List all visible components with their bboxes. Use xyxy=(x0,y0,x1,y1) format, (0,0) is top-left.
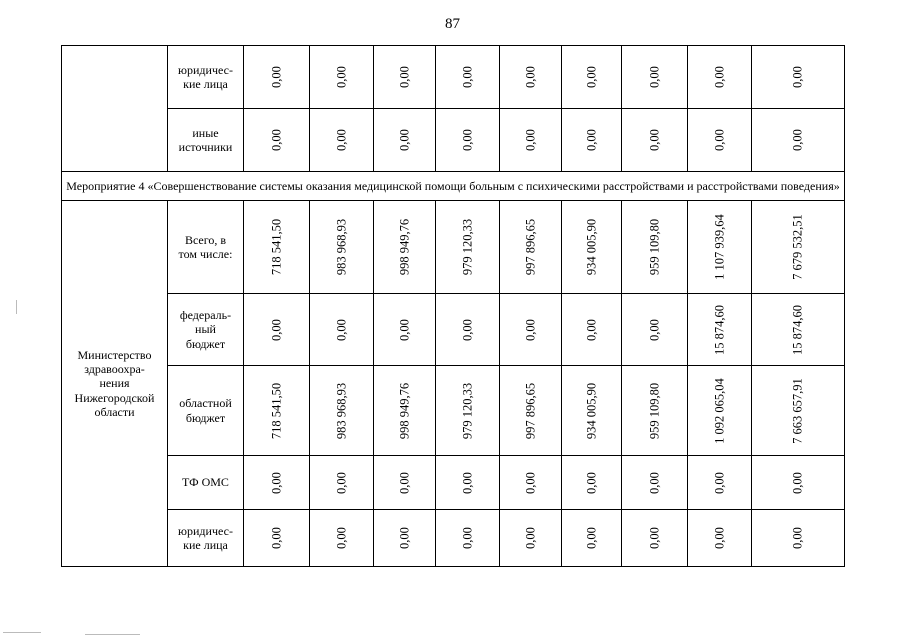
value: 0,00 xyxy=(269,527,283,549)
scan-artifact xyxy=(85,634,140,635)
value: 0,00 xyxy=(334,129,348,151)
value: 0,00 xyxy=(397,318,411,341)
value: 0,00 xyxy=(647,527,661,549)
event-title: Мероприятие 4 «Совершенствование системы оказания медицинской помощи больным с психическими расстройствами и расстройствами поведения» xyxy=(62,172,845,201)
value: 0,00 xyxy=(584,527,598,549)
table-row xyxy=(62,510,845,567)
value-cell xyxy=(310,456,374,510)
value-cell xyxy=(436,366,500,456)
value-cell xyxy=(562,456,622,510)
value: 1 092 065,04 xyxy=(712,377,726,444)
value: 0,00 xyxy=(269,66,283,88)
source-cell xyxy=(168,46,244,109)
value: 15 874,60 xyxy=(712,304,726,355)
value: 0,00 xyxy=(397,527,411,549)
value-cell xyxy=(500,109,562,172)
value-cell xyxy=(562,366,622,456)
value: 0,00 xyxy=(460,471,474,494)
value-cell xyxy=(374,46,436,109)
value-cell xyxy=(562,294,622,366)
value-cell xyxy=(688,109,752,172)
budget-table xyxy=(61,45,845,567)
value-cell xyxy=(562,109,622,172)
value: 0,00 xyxy=(397,471,411,494)
value: 0,00 xyxy=(334,66,348,88)
value-cell xyxy=(622,109,688,172)
value: 0,00 xyxy=(790,66,805,88)
value: 997 896,65 xyxy=(523,218,537,276)
source-cell xyxy=(168,109,244,172)
source-cell xyxy=(168,294,244,366)
value-cell xyxy=(752,201,845,294)
value-cell xyxy=(374,366,436,456)
value-cell xyxy=(562,46,622,109)
value: 0,00 xyxy=(523,318,537,341)
value-cell xyxy=(500,294,562,366)
value-cell xyxy=(752,456,845,510)
value: 934 005,90 xyxy=(584,382,598,439)
value-cell xyxy=(500,510,562,567)
value: 0,00 xyxy=(460,527,474,549)
value: 0,00 xyxy=(460,318,474,341)
value: 0,00 xyxy=(584,66,598,88)
value-cell xyxy=(310,366,374,456)
source-cell xyxy=(168,456,244,510)
value: 0,00 xyxy=(269,471,283,494)
value-cell xyxy=(436,294,500,366)
value-cell xyxy=(622,294,688,366)
value-cell xyxy=(500,456,562,510)
value-cell xyxy=(500,366,562,456)
value: 0,00 xyxy=(647,66,661,88)
value: 979 120,33 xyxy=(460,382,474,439)
value-cell xyxy=(688,294,752,366)
value-cell xyxy=(374,201,436,294)
value-cell xyxy=(244,510,310,567)
value: 0,00 xyxy=(584,129,598,151)
organization-name: Министерство здравоохра- нения Нижегородской области xyxy=(74,347,155,420)
table-row xyxy=(62,201,845,294)
value: 0,00 xyxy=(584,318,598,341)
value-cell xyxy=(752,46,845,109)
value: 979 120,33 xyxy=(460,218,474,276)
value-cell xyxy=(688,46,752,109)
value: 983 968,93 xyxy=(334,218,348,276)
source-label: областной бюджет xyxy=(179,396,232,425)
value: 0,00 xyxy=(269,318,283,341)
value: 998 949,76 xyxy=(397,382,411,439)
value: 0,00 xyxy=(712,527,726,549)
value: 934 005,90 xyxy=(584,218,598,276)
value: 0,00 xyxy=(397,129,411,151)
value: 0,00 xyxy=(334,318,348,341)
value-cell xyxy=(310,510,374,567)
table-row xyxy=(62,109,845,172)
value: 0,00 xyxy=(397,66,411,88)
source-label: Всего, в том числе: xyxy=(178,232,233,261)
value: 0,00 xyxy=(647,471,661,494)
value-cell xyxy=(752,510,845,567)
value: 0,00 xyxy=(334,471,348,494)
value: 0,00 xyxy=(523,129,537,151)
value-cell xyxy=(244,366,310,456)
source-label: юридичес- кие лица xyxy=(178,62,233,91)
scan-artifact xyxy=(3,632,41,633)
value: 7 679 532,51 xyxy=(790,214,805,280)
value: 0,00 xyxy=(790,471,805,494)
value: 959 109,80 xyxy=(647,382,661,439)
value-cell xyxy=(688,510,752,567)
value-cell xyxy=(622,366,688,456)
value-cell xyxy=(374,510,436,567)
value: 718 541,50 xyxy=(269,218,283,276)
source-cell xyxy=(168,201,244,294)
value-cell xyxy=(436,456,500,510)
page-number: 87 xyxy=(445,16,460,32)
source-cell xyxy=(168,510,244,567)
empty-organization-cell xyxy=(62,46,168,172)
value-cell xyxy=(688,201,752,294)
table-row xyxy=(62,456,845,510)
value: 0,00 xyxy=(647,129,661,151)
value-cell xyxy=(622,201,688,294)
value: 998 949,76 xyxy=(397,218,411,276)
value: 0,00 xyxy=(584,471,598,494)
value: 1 107 939,64 xyxy=(712,214,726,280)
value-cell xyxy=(374,456,436,510)
value-cell xyxy=(244,456,310,510)
event-row xyxy=(62,172,845,201)
value: 718 541,50 xyxy=(269,382,283,439)
value: 15 874,60 xyxy=(790,304,805,355)
value-cell xyxy=(436,510,500,567)
value-cell xyxy=(436,109,500,172)
value: 0,00 xyxy=(712,129,726,151)
value-cell xyxy=(310,294,374,366)
organization-cell xyxy=(62,201,168,567)
value-cell xyxy=(310,109,374,172)
value: 0,00 xyxy=(523,527,537,549)
value: 0,00 xyxy=(269,129,283,151)
value-cell xyxy=(244,201,310,294)
value: 983 968,93 xyxy=(334,382,348,439)
scan-artifact xyxy=(16,300,17,314)
value-cell xyxy=(310,201,374,294)
value-cell xyxy=(244,109,310,172)
value-cell xyxy=(244,294,310,366)
value: 0,00 xyxy=(790,129,805,151)
value-cell xyxy=(562,510,622,567)
value-cell xyxy=(622,456,688,510)
value: 0,00 xyxy=(712,471,726,494)
table-row xyxy=(62,294,845,366)
source-label: юридичес- кие лица xyxy=(178,523,233,552)
value-cell xyxy=(310,46,374,109)
value-cell xyxy=(374,109,436,172)
value-cell xyxy=(752,109,845,172)
value: 0,00 xyxy=(460,66,474,88)
value: 0,00 xyxy=(523,66,537,88)
value-cell xyxy=(436,46,500,109)
value: 0,00 xyxy=(460,129,474,151)
value-cell xyxy=(752,366,845,456)
value-cell xyxy=(500,46,562,109)
value-cell xyxy=(436,201,500,294)
table-row xyxy=(62,46,845,109)
value-cell xyxy=(500,201,562,294)
value: 997 896,65 xyxy=(523,382,537,439)
value: 7 663 657,91 xyxy=(790,377,805,444)
value-cell xyxy=(374,294,436,366)
value: 0,00 xyxy=(647,318,661,341)
value-cell xyxy=(688,366,752,456)
value: 0,00 xyxy=(790,527,805,549)
value: 959 109,80 xyxy=(647,218,661,276)
source-label: ТФ ОМС xyxy=(182,475,229,490)
value: 0,00 xyxy=(334,527,348,549)
source-label: федераль- ный бюджет xyxy=(179,307,232,351)
table-row xyxy=(62,366,845,456)
source-label: иные источники xyxy=(178,125,233,154)
value-cell xyxy=(622,46,688,109)
source-cell xyxy=(168,366,244,456)
value-cell xyxy=(562,201,622,294)
value-cell xyxy=(622,510,688,567)
value-cell xyxy=(752,294,845,366)
value-cell xyxy=(688,456,752,510)
value: 0,00 xyxy=(712,66,726,88)
value-cell xyxy=(244,46,310,109)
value: 0,00 xyxy=(523,471,537,494)
